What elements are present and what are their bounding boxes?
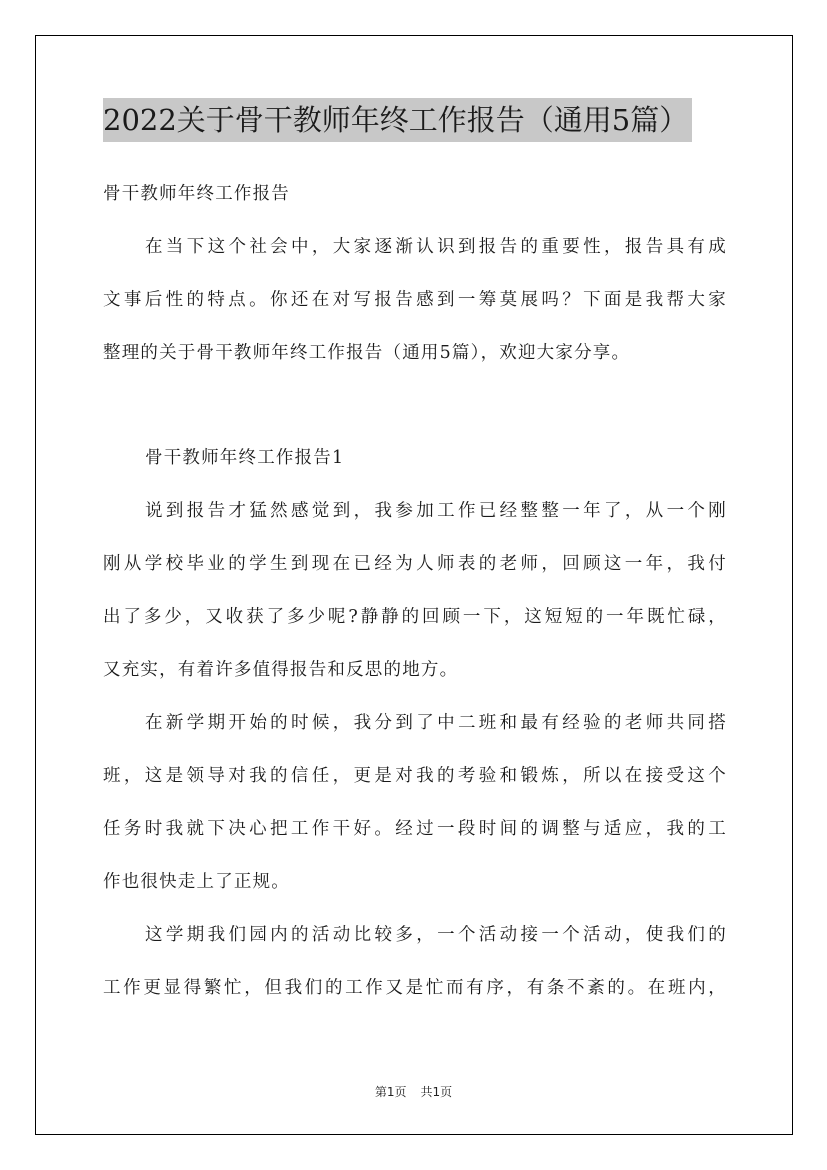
blank-line bbox=[103, 388, 727, 440]
paragraph-line: 出了多少，又收获了多少呢?静静的回顾一下，这短短的一年既忙碌， bbox=[103, 607, 727, 627]
page-total: 共1页 bbox=[420, 1085, 453, 1099]
section-heading: 骨干教师年终工作报告1 bbox=[145, 448, 345, 468]
paragraph-line: 刚从学校毕业的学生到现在已经为人师表的老师，回顾这一年，我付 bbox=[103, 554, 727, 574]
paragraph-line: 说到报告才猛然感觉到，我参加工作已经整整一年了，从一个刚 bbox=[145, 501, 727, 521]
paragraph-line: 在新学期开始的时候，我分到了中二班和最有经验的老师共同搭 bbox=[145, 713, 727, 733]
intro-line: 整理的关于骨干教师年终工作报告（通用5篇），欢迎大家分享。 bbox=[103, 343, 631, 363]
page-number: 第1页 bbox=[374, 1085, 407, 1099]
document-body bbox=[103, 176, 727, 1023]
intro-line: 文事后性的特点。你还在对写报告感到一筹莫展吗？下面是我帮大家 bbox=[103, 290, 727, 310]
paragraph-line: 任务时我就下决心把工作干好。经过一段时间的调整与适应，我的工 bbox=[103, 819, 727, 839]
document-subtitle: 骨干教师年终工作报告 bbox=[103, 184, 290, 204]
paragraph-line: 又充实，有着许多值得报告和反思的地方。 bbox=[103, 660, 459, 680]
paragraph-line: 班，这是领导对我的信任，更是对我的考验和锻炼，所以在接受这个 bbox=[103, 766, 727, 786]
intro-line: 在当下这个社会中，大家逐渐认识到报告的重要性，报告具有成 bbox=[145, 237, 727, 257]
paragraph-line: 作也很快走上了正规。 bbox=[103, 872, 290, 892]
document-title: 2022关于骨干教师年终工作报告（通用5篇） bbox=[103, 98, 692, 142]
paragraph-line: 工作更显得繁忙，但我们的工作又是忙而有序，有条不紊的。在班内， bbox=[103, 978, 727, 998]
page-footer bbox=[0, 1083, 827, 1100]
paragraph-line: 这学期我们园内的活动比较多，一个活动接一个活动，使我们的 bbox=[145, 925, 727, 945]
